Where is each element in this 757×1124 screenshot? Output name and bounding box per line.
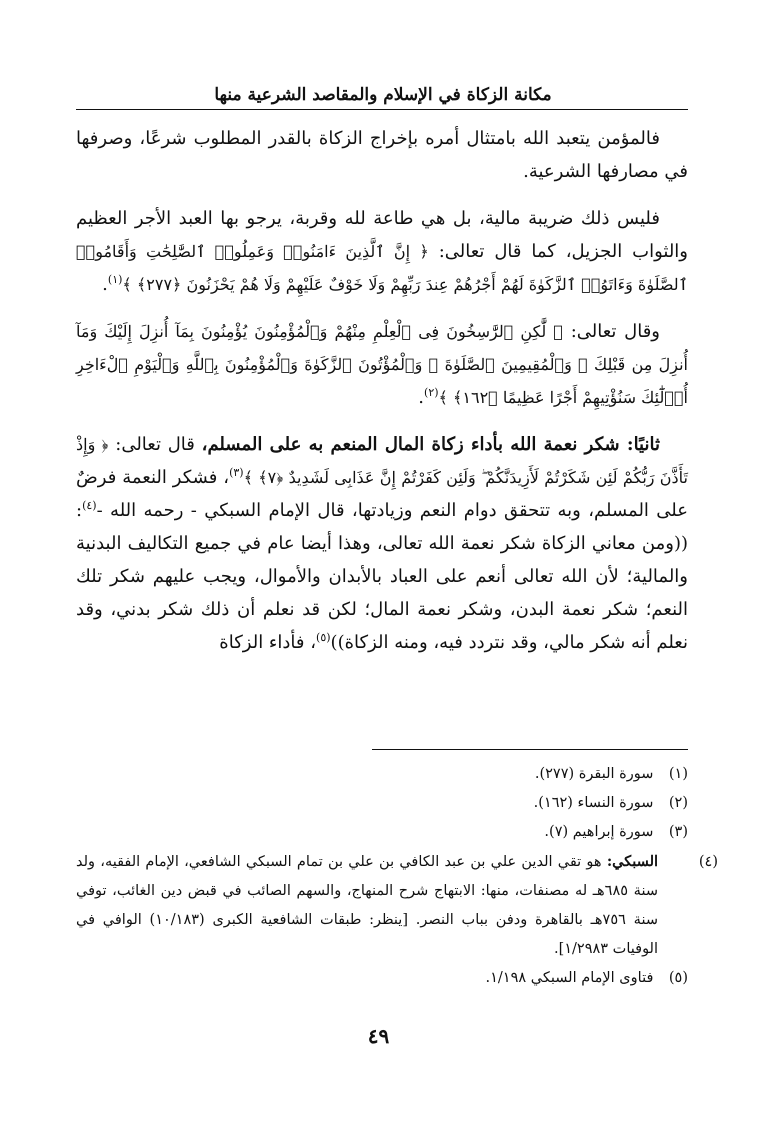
paragraph-2-intro: فليس ذلك ضريبة مالية، بل هي طاعة لله وقربة، يرجو بها العبد الأجر العظيم والثواب الجزيل، كما قال تعالى: [76,208,688,262]
footnote-ref-5: (٥) [316,631,331,644]
quran-verse-nisa: ﴿ لَّٰكِنِ ٱلرَّٰسِخُونَ فِى ٱلْعِلْمِ مِنْهُمْ وَٱلْمُؤْمِنُونَ يُؤْمِنُونَ بِمَآ أُنزِلَ إِلَيْكَ وَمَآ أُنزِلَ مِن قَبْلِكَ ۚ وَٱلْمُقِيمِينَ ٱلصَّلَوٰةَ ۚ وَٱلْمُؤْتُونَ ٱلزَّكَوٰةَ وَٱلْمُؤْمِنُونَ بِٱللَّهِ وَٱلْيَوْمِ ٱلْءَاخِرِ أُو۟لَٰٓئِكَ سَنُؤْتِيهِمْ أَجْرًا عَظِيمًا ﴿١٦٢﴾ ﴾ [76,322,688,407]
paragraph-3-end: . [418,387,425,408]
footnote-text: سورة النساء (١٦٢). [533,795,654,811]
footnote-number: (٢) [668,795,688,811]
paragraph-1-text: فالمؤمن يتعبد الله بامتثال أمره بإخراج الزكاة بالقدر المطلوب شرعًا، وصرفها في مصارفها الشرعية. [76,128,688,182]
footnote-2 [76,789,688,818]
footnote-ref-3: (٣) [229,466,244,479]
footnote-rule [372,749,688,750]
footnote-text: فتاوى الإمام السبكي ١/١٩٨. [485,970,654,986]
footnotes [76,760,719,993]
footnote-3 [76,818,688,847]
paragraph-3-intro: وقال تعالى: [570,321,660,342]
paragraph-4-text-3: ، فأداء الزكاة [219,632,317,653]
paragraph-1 [76,122,688,188]
paragraph-4-text-1: ، فشكر النعمة فرضٌ على المسلم، وبه تتحقق دوام النعم وزيادتها، قال الإمام السبكي - رحمه الله - [76,467,688,521]
footnote-number: (٣) [668,824,688,840]
paragraph-4 [76,428,688,659]
footnote-number: (٥) [668,970,688,986]
footnote-term: السبكي: [606,853,659,870]
section-heading-second: ثانيًا: شكر نعمة الله بأداء زكاة المال المنعم به على المسلم، [201,434,660,455]
footnote-5 [76,964,688,993]
footnote-ref-1: (١) [107,273,123,286]
footnote-1 [76,760,688,789]
paragraph-4-intro: قال تعالى: [115,434,195,455]
header-rule [76,109,688,110]
running-title: مكانة الزكاة في الإسلام والمقاصد الشرعية منها [214,85,552,105]
main-text [76,122,688,673]
page-number: ٤٩ [367,1024,390,1048]
footnote-ref-4: (٤) [82,499,97,512]
quran-verse-baqarah: ﴿ إِنَّ ٱلَّذِينَ ءَامَنُوا۟ وَعَمِلُوا۟ ٱلصَّٰلِحَٰتِ وَأَقَامُوا۟ ٱلصَّلَوٰةَ وَءَاتَوُا۟ ٱلزَّكَوٰةَ لَهُمْ أَجْرُهُمْ عِندَ رَبِّهِمْ وَلَا خَوْفٌ عَلَيْهِمْ وَلَا هُمْ يَحْزَنُونَ ﴿٢٧٧﴾ ﴾ [76,242,688,294]
paragraph-4-quote: : ((ومن معاني الزكاة شكر نعمة الله تعالى، وهذا أيضا عام في جميع التكاليف البدنية والمالية؛ لأن الله تعالى أنعم على العباد بالأبدان والأموال، ويجب عليهم شكر تلك النعم؛ شكر نعمة البدن، وشكر نعمة المال؛ لكن قد نعلم أن ذلك شكر بدني، وقد نعلم أنه شكر مالي، وقد نتردد فيه، ومنه الزكاة)) [76,500,688,653]
footnote-number: (١) [668,766,688,782]
footnote-number: (٤) [698,854,719,870]
paragraph-2-end: . [102,274,108,295]
footnote-ref-2: (٢) [424,386,439,399]
footnote-text: سورة البقرة (٢٧٧). [534,766,654,782]
paragraph-2 [76,202,688,301]
quran-verse-ibrahim: ﴿ وَإِذْ تَأَذَّنَ رَبُّكُمْ لَئِن شَكَرْتُمْ لَأَزِيدَنَّكُمْ ۖ وَلَئِن كَفَرْتُمْ إِنَّ عَذَابِى لَشَدِيدٌ ﴿٧﴾ ﴾ [76,435,688,487]
footnote-4 [76,847,719,964]
paragraph-3 [76,315,688,414]
footnote-text: هو تقي الدين علي بن عبد الكافي بن علي بن تمام السبكي الشافعي، الإمام الفقيه، ولد سنة ٦٨٥هـ له مصنفات، منها: الابتهاج شرح المنهاج، والسهم الصائب في قبض دين الغائب، توفي سنة ٧٥٦هـ بالقاهرة ودفن بباب النصر. [ينظر: طبقات الشافعية الكبرى (١٠/١٨٣) الوافي في الوفيات ١/٢٩٨٣]. [76,854,658,957]
footnote-text: سورة إبراهيم (٧). [544,824,654,840]
